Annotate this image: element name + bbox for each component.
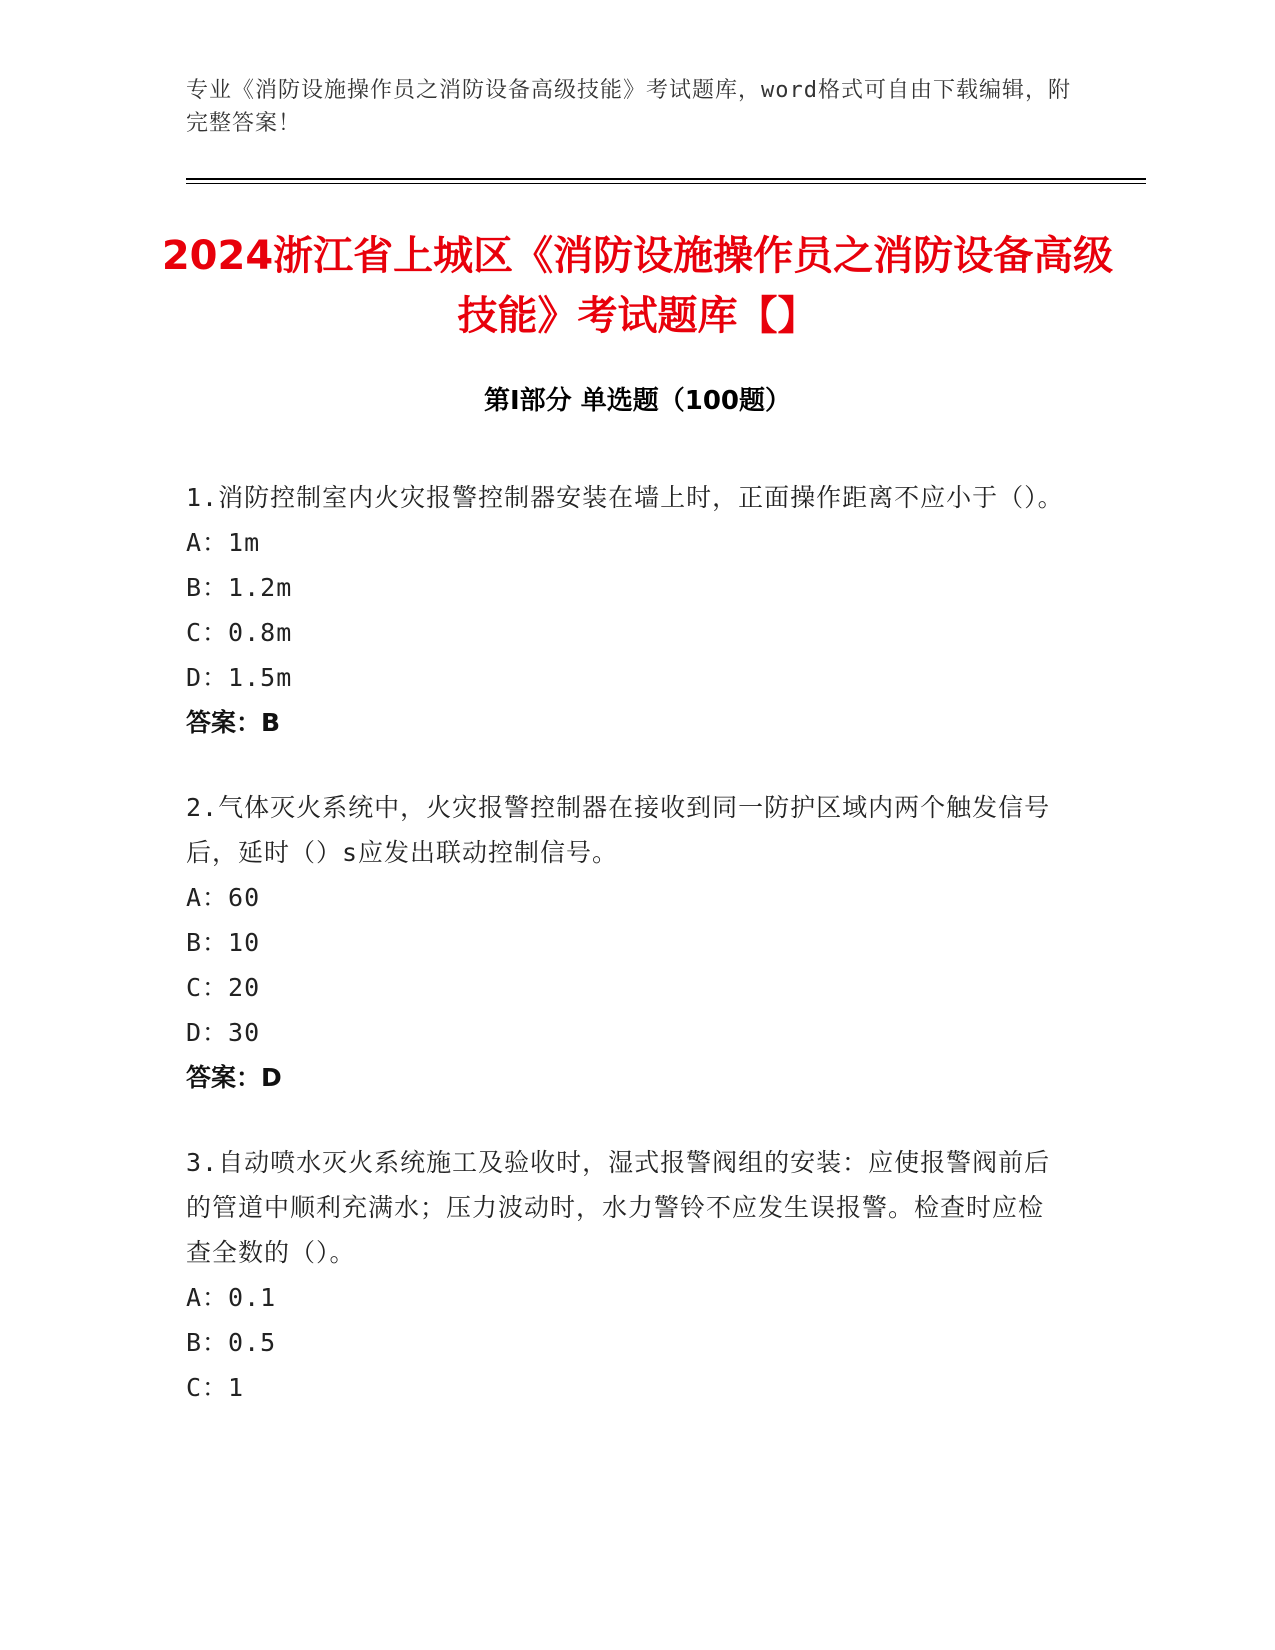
question-stem: 2.气体灭火系统中，火灾报警控制器在接收到同一防护区域内两个触发信号后，延时（）s应发出联动控制信号。 bbox=[186, 793, 1051, 867]
question-1 bbox=[186, 475, 1066, 745]
question-stem: 3.自动喷水灭火系统施工及验收时，湿式报警阀组的安装：应使报警阀前后的管道中顺利充满水；压力波动时，水力警铃不应发生误报警。检查时应检查全数的（）。 bbox=[186, 1148, 1051, 1267]
option-d: D：30 bbox=[186, 1018, 261, 1047]
header-note: 专业《消防设施操作员之消防设备高级技能》考试题库，word格式可自由下载编辑，附完整答案！ bbox=[186, 78, 1071, 136]
section-title: 第I部分 单选题（100题） bbox=[484, 386, 791, 416]
answer: 答案：B bbox=[186, 708, 281, 737]
option-b: B：1.2m bbox=[186, 573, 293, 602]
option-b: B：10 bbox=[186, 928, 261, 957]
option-a: A：0.1 bbox=[186, 1283, 277, 1312]
option-c: C：0.8m bbox=[186, 618, 293, 647]
question-list bbox=[186, 475, 1066, 1450]
header-divider-thin bbox=[186, 183, 1146, 184]
option-d: D：1.5m bbox=[186, 663, 293, 692]
answer: 答案：D bbox=[186, 1063, 282, 1092]
document-title: 2024浙江省上城区《消防设施操作员之消防设备高级技能》考试题库【】 bbox=[161, 233, 1114, 339]
option-c: C：1 bbox=[186, 1373, 245, 1402]
question-stem: 1.消防控制室内火灾报警控制器安装在墙上时，正面操作距离不应小于（）。 bbox=[186, 483, 1064, 512]
question-3 bbox=[186, 1140, 1066, 1410]
option-a: A：1m bbox=[186, 528, 261, 557]
question-2 bbox=[186, 785, 1066, 1100]
option-b: B：0.5 bbox=[186, 1328, 277, 1357]
option-c: C：20 bbox=[186, 973, 261, 1002]
header-divider bbox=[186, 178, 1146, 180]
option-a: A：60 bbox=[186, 883, 261, 912]
